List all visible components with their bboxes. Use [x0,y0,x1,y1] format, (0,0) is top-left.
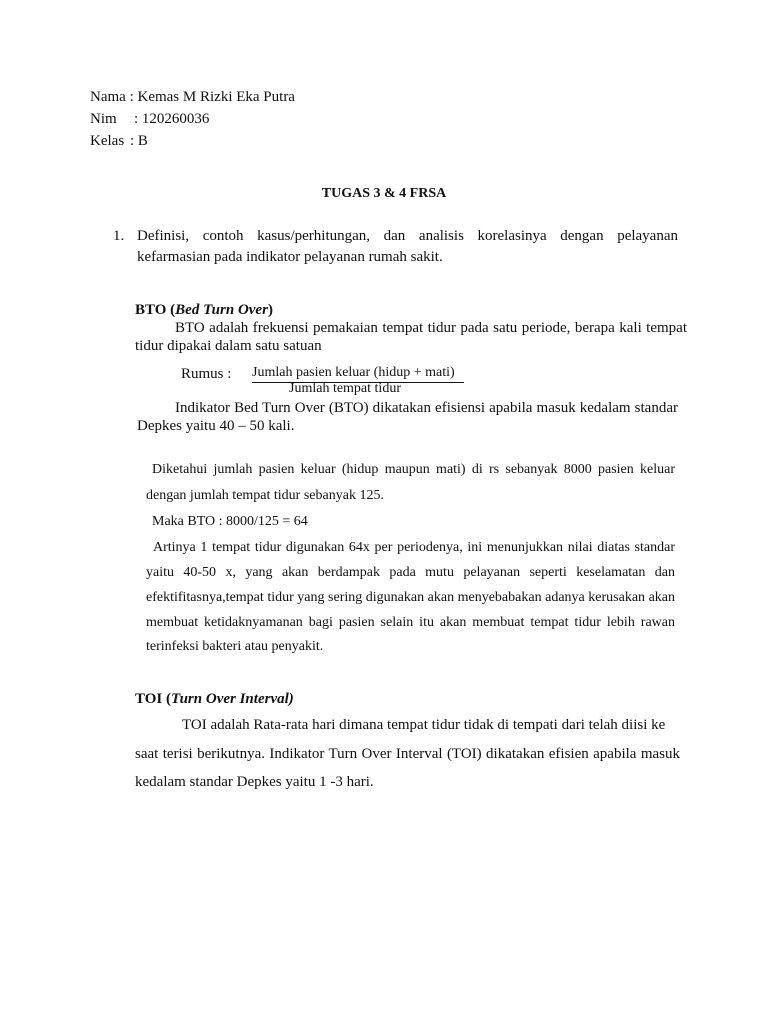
name-line [90,88,295,106]
question-number: 1. [113,228,125,244]
bto-analysis-line-2: yaitu 40-50 x, yang akan berdampak pada mutu pelayanan seperti keselamatan dan [146,565,675,580]
bto-calculation: Maka BTO : 8000/125 = 64 [152,514,308,529]
toi-heading [135,690,294,708]
toi-heading-abbr: TOI ( [135,691,171,707]
name-value: : Kemas M Rizki Eka Putra [129,89,295,105]
bto-heading-close: ) [267,302,273,318]
toi-definition-line-3: kedalam standar Depkes yaitu 1 -3 hari. [135,774,374,790]
bto-definition-line-2: tidur dipakai dalam satu satuan [135,338,322,354]
page-title: TUGAS 3 & 4 FRSA [321,186,447,201]
bto-heading-abbr: BTO ( [135,302,176,318]
bto-definition-line-1: BTO adalah frekuensi pemakaian tempat tidur pada satu periode, berapa kali tempat [175,320,687,336]
formula-label: Rumus : [181,366,232,382]
bto-heading [135,301,273,319]
toi-heading-term: Turn Over Interval) [170,691,294,707]
kelas-value: : B [130,133,148,149]
bto-analysis-line-3: efektifitasnya,tempat tidur yang sering digunakan akan menyebabakan adanya kerusakan akan [146,590,675,605]
bto-analysis-line-4: membuat ketidaknyamanan bagi pasien selain itu akan membuat tempat tidur lebih rawan [146,615,675,630]
bto-analysis-line-5: terinfeksi bakteri atau penyakit. [146,639,324,654]
kelas-label: Kelas [90,133,125,149]
bto-example-line-2: dengan jumlah tempat tidur sebanyak 125. [146,488,384,503]
formula-numerator: Jumlah pasien keluar (hidup + mati) [252,365,455,380]
bto-example-line-1: Diketahui jumlah pasien keluar (hidup maupun mati) di rs sebanyak 8000 pasien keluar [152,462,675,477]
question-line-1: Definisi, contoh kasus/perhitungan, dan analisis korelasinya dengan pelayanan [137,228,678,244]
nim-label: Nim [90,111,117,127]
bto-heading-term: Bed Turn Over [175,302,268,318]
bto-analysis-line-1: Artinya 1 tempat tidur digunakan 64x per periodenya, ini menunjukkan nilai diatas standar [153,540,675,555]
name-label: Nama [90,89,126,105]
question-line-2: kefarmasian pada indikator pelayanan rumah sakit. [137,249,443,265]
nim-value: : 120260036 [134,111,210,127]
nim-line [90,110,209,128]
toi-definition-line-1: TOI adalah Rata-rata hari dimana tempat tidur tidak di tempati dari telah diisi ke [182,717,666,733]
kelas-line [90,132,148,150]
toi-definition-line-2: saat terisi berikutnya. Indikator Turn Over Interval (TOI) dikatakan efisien apabila masuk [135,746,680,762]
bto-standard-line-1: Indikator Bed Turn Over (BTO) dikatakan efisiensi apabila masuk kedalam standar [175,400,678,416]
bto-standard-line-2: Depkes yaitu 40 – 50 kali. [137,418,295,434]
formula-denominator: Jumlah tempat tidur [289,381,401,396]
